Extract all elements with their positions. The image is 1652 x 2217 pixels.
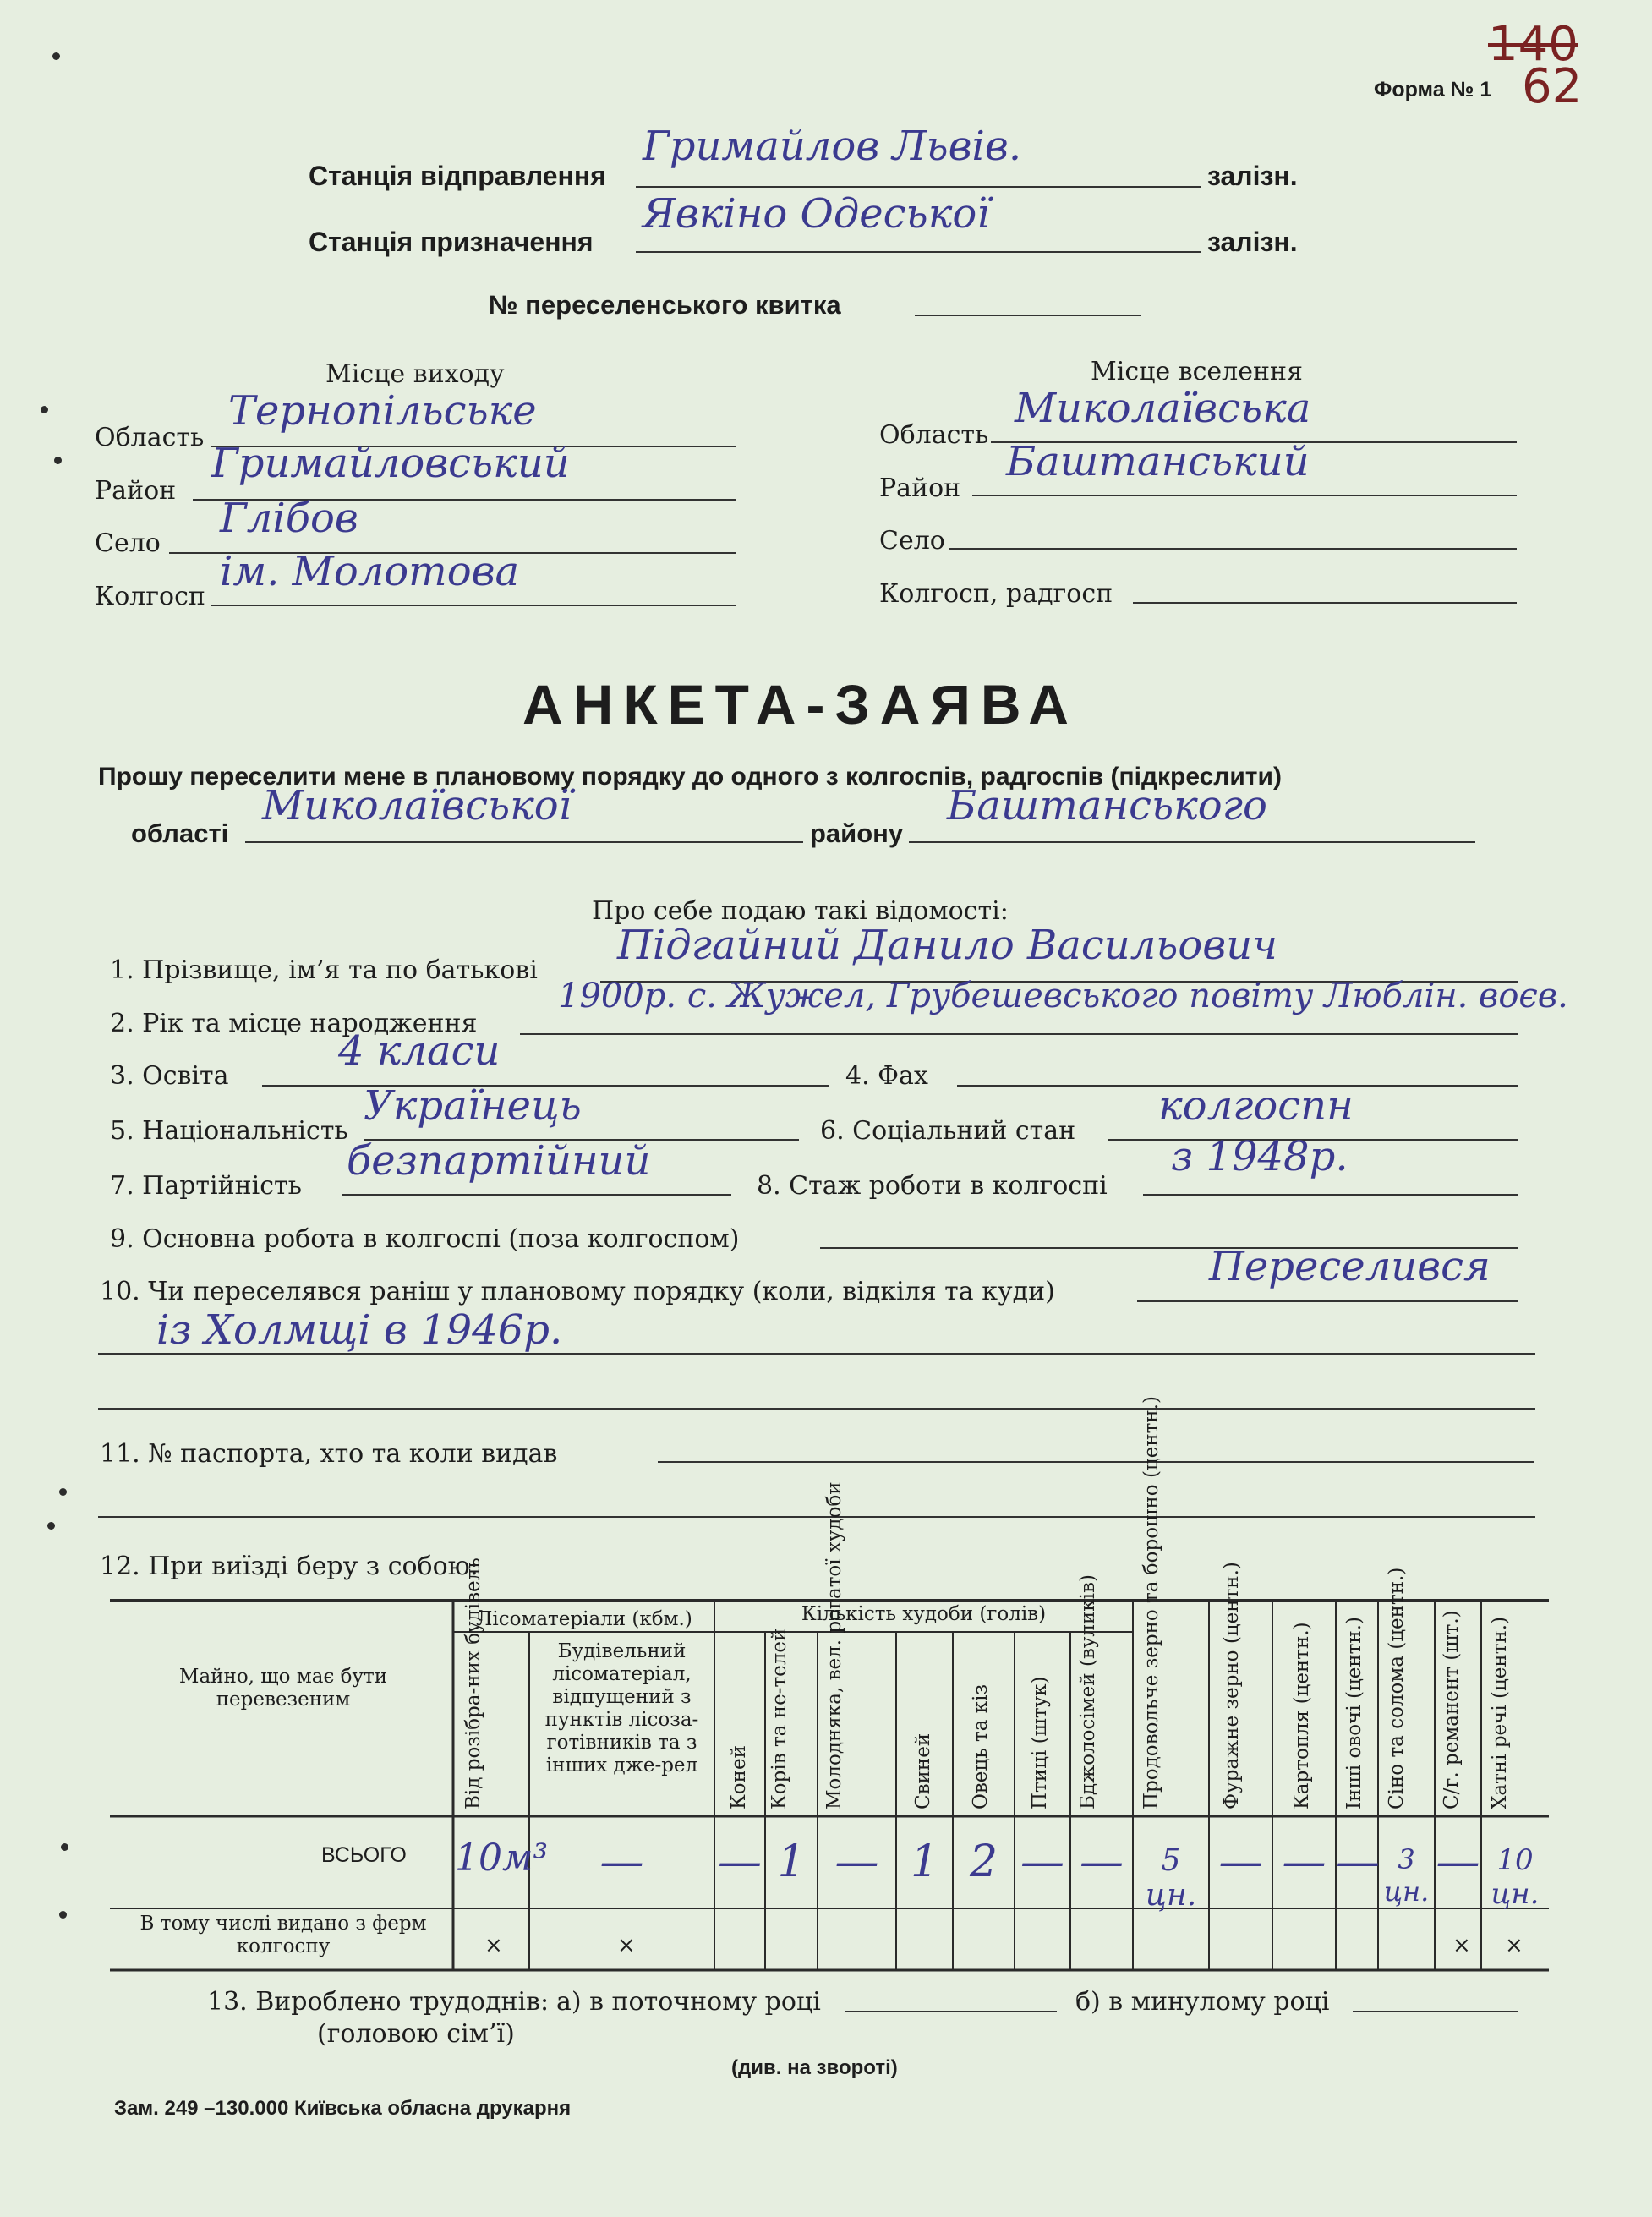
field-6-value: колгоспн — [1158, 1082, 1354, 1130]
archive-number-new: 62 — [1522, 59, 1583, 114]
total-cell: 1 — [777, 1837, 806, 1887]
origin-header: Місце виходу — [325, 359, 505, 389]
field-5-label: 5. Національність — [110, 1116, 348, 1146]
workdays-sub: (головою сім’ї) — [317, 2019, 515, 2049]
col-poultry: Птиці (штук) — [1029, 1676, 1051, 1809]
departure-value: Гримайлов Львів. — [643, 123, 1022, 170]
workdays-previous-label: б) в минулому році — [1075, 1987, 1330, 2017]
field-10-value-b: із Холмщі в 1946р. — [156, 1306, 563, 1354]
total-cell: — — [1218, 1837, 1263, 1887]
workdays-current-label: а) в поточному році — [556, 1987, 821, 2017]
col-vegetables: Інші овочі (центн.) — [1343, 1616, 1365, 1809]
archive-number-old: 140 — [1488, 17, 1578, 72]
field-6-label: 6. Соціальний стан — [820, 1116, 1076, 1146]
info-intro: Про себе подаю такі відомості: — [592, 896, 1009, 926]
origin-kolhosp-label: Колгосп — [95, 582, 205, 611]
field-8-label: 8. Стаж роботи в колгоспі — [757, 1171, 1108, 1201]
col-fodder: Фуражне зерно (центн.) — [1221, 1562, 1243, 1809]
field-3-value: 4 класи — [338, 1027, 501, 1075]
col-household: Хатні речі (центн.) — [1489, 1616, 1511, 1809]
total-cell: — — [1336, 1837, 1380, 1887]
request-raion-label: району — [810, 818, 904, 848]
field-11-label: 11. № паспорта, хто та коли видав — [100, 1439, 558, 1469]
workdays-previous-line — [1353, 2011, 1518, 2012]
field-10-label: 10. Чи переселявся раніш у плановому порядку (коли, відкіля та куди) — [100, 1277, 1055, 1306]
col-sheep: Овець та кіз — [970, 1683, 992, 1809]
origin-oblast-label: Область — [95, 423, 205, 452]
col-food-grain: Продовольче зерно та борошно (центн.) — [1141, 1396, 1162, 1809]
total-cell: — — [1436, 1837, 1480, 1887]
col-property: Майно, що має бути перевезеним — [178, 1666, 388, 1711]
farm-cross: × — [617, 1933, 636, 1958]
field-1-label: 1. Прізвище, ім’я та по батькові — [110, 955, 538, 985]
row-farm-label: В тому числі видано з ферм колгоспу — [139, 1913, 427, 1957]
total-cell: 3 цн. — [1383, 1843, 1430, 1908]
origin-kolhosp: ім. Молотова — [220, 548, 520, 595]
request-raion: Баштанського — [947, 782, 1267, 829]
total-cell: — — [1020, 1837, 1064, 1887]
settlement-selo-label: Село — [879, 526, 945, 556]
field-12-label: 12. При виїзді беру з собою: — [100, 1552, 479, 1581]
field-9-label: 9. Основна робота в колгоспі (поза колгоспом) — [110, 1224, 740, 1254]
field-1-value: Підгайний Данило Васильович — [617, 922, 1278, 969]
col-horses: Коней — [728, 1745, 750, 1809]
request-text: Прошу переселити мене в плановому порядку до одного з колгоспів, радгоспів (підкреслити) — [98, 763, 1282, 791]
total-cell: 1 — [910, 1837, 939, 1887]
field-5-value: Українець — [364, 1082, 582, 1130]
destination-value: Явкіно Одеської — [643, 190, 990, 238]
ticket-label: № переселенського квитка — [489, 290, 841, 320]
field-7-label: 7. Партійність — [110, 1171, 302, 1201]
total-cell: 10 цн. — [1491, 1843, 1540, 1911]
workdays-label: 13. Вироблено трудоднів: — [207, 1987, 550, 2017]
origin-raion-label: Район — [95, 476, 177, 506]
field-3-label: 3. Освіта — [110, 1061, 229, 1091]
group-lumber: Лісоматеріали (кбм.) — [476, 1608, 692, 1630]
field-10-value-a: Переселився — [1209, 1243, 1491, 1290]
field-2-value: 1900р. с. Жужел, Грубешевського повіту Люблін. воєв. — [558, 977, 1568, 1015]
workdays-current-line — [845, 2011, 1057, 2012]
col-bees: Бджолосімей (вуликів) — [1077, 1574, 1099, 1809]
request-oblast-label: області — [131, 818, 229, 848]
origin-raion: Гримайловський — [211, 440, 570, 487]
settlement-oblast: Миколаївська — [1015, 385, 1311, 432]
origin-oblast: Тернопільське — [228, 387, 537, 435]
total-cell: — — [599, 1837, 644, 1887]
col-tools: С/г. реманент (шт.) — [1441, 1610, 1463, 1809]
form-title: АНКЕТА-ЗАЯВА — [522, 673, 1079, 736]
settlement-header: Місце вселення — [1091, 357, 1303, 386]
departure-suffix: залізн. — [1207, 161, 1298, 191]
form-number: Форма № 1 — [1374, 78, 1492, 101]
settlement-raion-label: Район — [879, 474, 961, 503]
farm-cross: × — [484, 1933, 503, 1958]
col-potatoes: Картопля (центн.) — [1291, 1622, 1313, 1809]
departure-label: Станція відправлення — [309, 161, 606, 191]
settlement-oblast-label: Область — [879, 420, 989, 450]
farm-cross: × — [1452, 1933, 1471, 1958]
origin-selo-label: Село — [95, 528, 161, 558]
total-cell: 2 — [969, 1837, 998, 1887]
total-cell: 10м³ — [455, 1837, 549, 1880]
col-cows: Корів та не-телей — [769, 1628, 790, 1809]
col-young-cattle: Молодняка, вел. рогатої худоби — [823, 1481, 845, 1809]
field-7-value: безпартійний — [347, 1137, 651, 1185]
field-4-label: 4. Фах — [845, 1061, 928, 1091]
col-building-material: Будівельний лісоматеріал, відпущений з пунктів лісоза-готівників та з інших дже-рел — [544, 1640, 699, 1776]
total-cell: — — [718, 1837, 762, 1887]
field-2-label: 2. Рік та місце народження — [110, 1009, 478, 1038]
settlement-kolhosp-label: Колгосп, радгосп — [879, 579, 1113, 609]
destination-suffix: залізн. — [1207, 227, 1298, 257]
settlement-raion: Баштанський — [1006, 438, 1310, 485]
total-cell: — — [834, 1837, 879, 1887]
col-dismantled: Від розібра-них будівель — [462, 1557, 484, 1809]
total-cell: — — [1282, 1837, 1327, 1887]
col-hay: Сіно та солома (центн.) — [1386, 1567, 1408, 1809]
total-cell: 5 цн. — [1145, 1843, 1197, 1913]
turn-over-note: (див. на звороті) — [731, 2056, 898, 2079]
origin-selo: Глібов — [220, 495, 358, 542]
request-oblast: Миколаївської — [262, 782, 572, 829]
farm-cross: × — [1505, 1933, 1523, 1958]
row-total-label: ВСЬОГО — [321, 1843, 407, 1867]
field-8-value: з 1948р. — [1171, 1133, 1348, 1180]
group-livestock: Кількість худоби (голів) — [801, 1603, 1047, 1625]
destination-label: Станція призначення — [309, 227, 594, 257]
total-cell: — — [1080, 1837, 1124, 1887]
col-pigs: Свиней — [912, 1733, 934, 1809]
printer-imprint: Зам. 249 –130.000 Київська обласна друкарня — [114, 2097, 572, 2120]
